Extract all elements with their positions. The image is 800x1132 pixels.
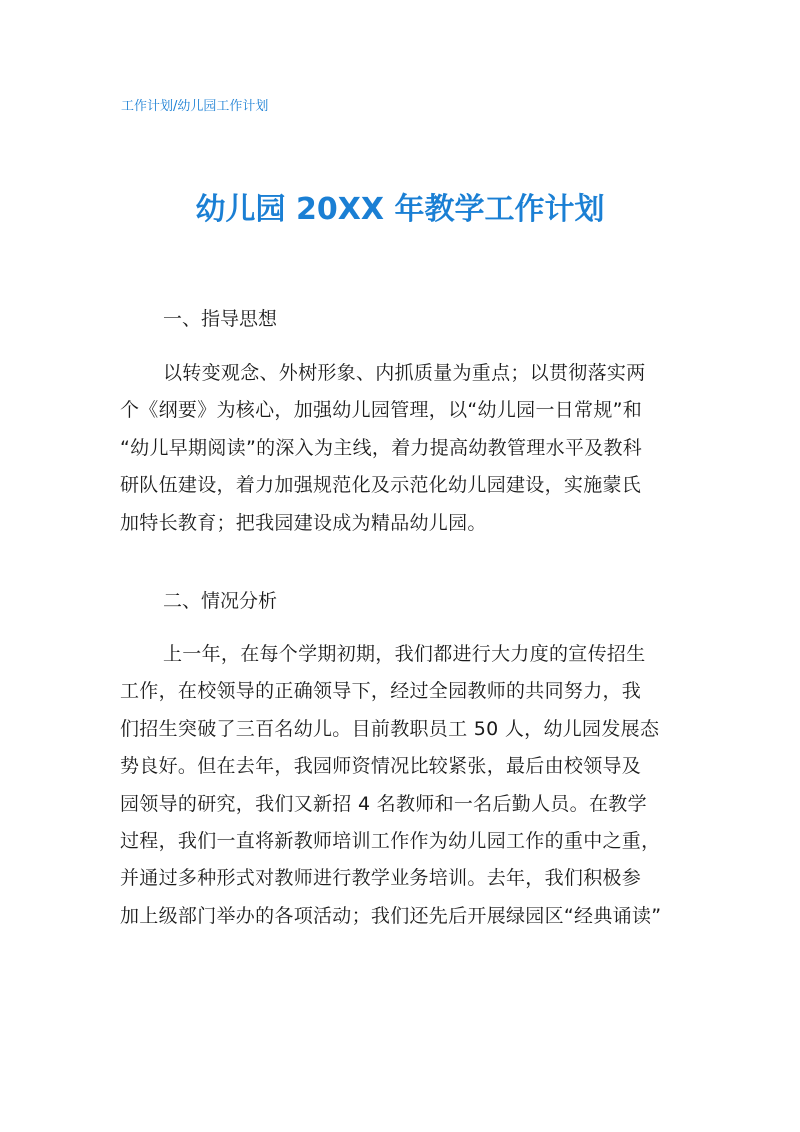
paragraph-line: 过程，我们一直将新教师培训工作作为幼儿园工作的重中之重， (120, 829, 661, 852)
paragraph-line: 上一年，在每个学期初期，我们都进行大力度的宣传招生 (163, 643, 646, 665)
page-title: 幼儿园 20XX 年教学工作计划 (195, 192, 605, 227)
paragraph-line: 势良好。但在去年，我园师资情况比较紧张，最后由校领导及 (120, 755, 642, 778)
paragraph-line: 们招生突破了三百名幼儿。目前教职员工 50 人，幼儿园发展态 (120, 717, 660, 740)
paragraph-line: 以转变观念、外树形象、内抓质量为重点；以贯彻落实两 (163, 362, 646, 384)
paragraph-line: 工作，在校领导的正确领导下，经过全园教师的共同努力，我 (120, 680, 642, 703)
paragraph-line: 并通过多种形式对教师进行教学业务培训。去年，我们积极参 (120, 867, 642, 890)
paragraph-situation-analysis (120, 636, 690, 935)
section-heading-guiding-ideology: 一、指导思想 (163, 308, 278, 330)
paragraph-line: 加上级部门举办的各项活动；我们还先后开展绿园区“经典诵读” (120, 904, 662, 927)
paragraph-line: 研队伍建设，着力加强规范化及示范化幼儿园建设，实施蒙氏 (120, 474, 642, 497)
paragraph-line: 园领导的研究，我们又新招 4 名教师和一名后勤人员。在教学 (120, 792, 647, 815)
paragraph-guiding-ideology (120, 355, 690, 542)
section-heading-situation-analysis: 二、情况分析 (163, 590, 278, 612)
breadcrumb[interactable]: 工作计划/幼儿园工作计划 (121, 99, 269, 114)
paragraph-line: 个《纲要》为核心，加强幼儿园管理，以“幼儿园一日常规”和 (120, 399, 643, 422)
paragraph-line: “幼儿早期阅读”的深入为主线，着力提高幼教管理水平及教科 (120, 436, 643, 459)
paragraph-line: 加特长教育；把我园建设成为精品幼儿园。 (120, 511, 487, 534)
